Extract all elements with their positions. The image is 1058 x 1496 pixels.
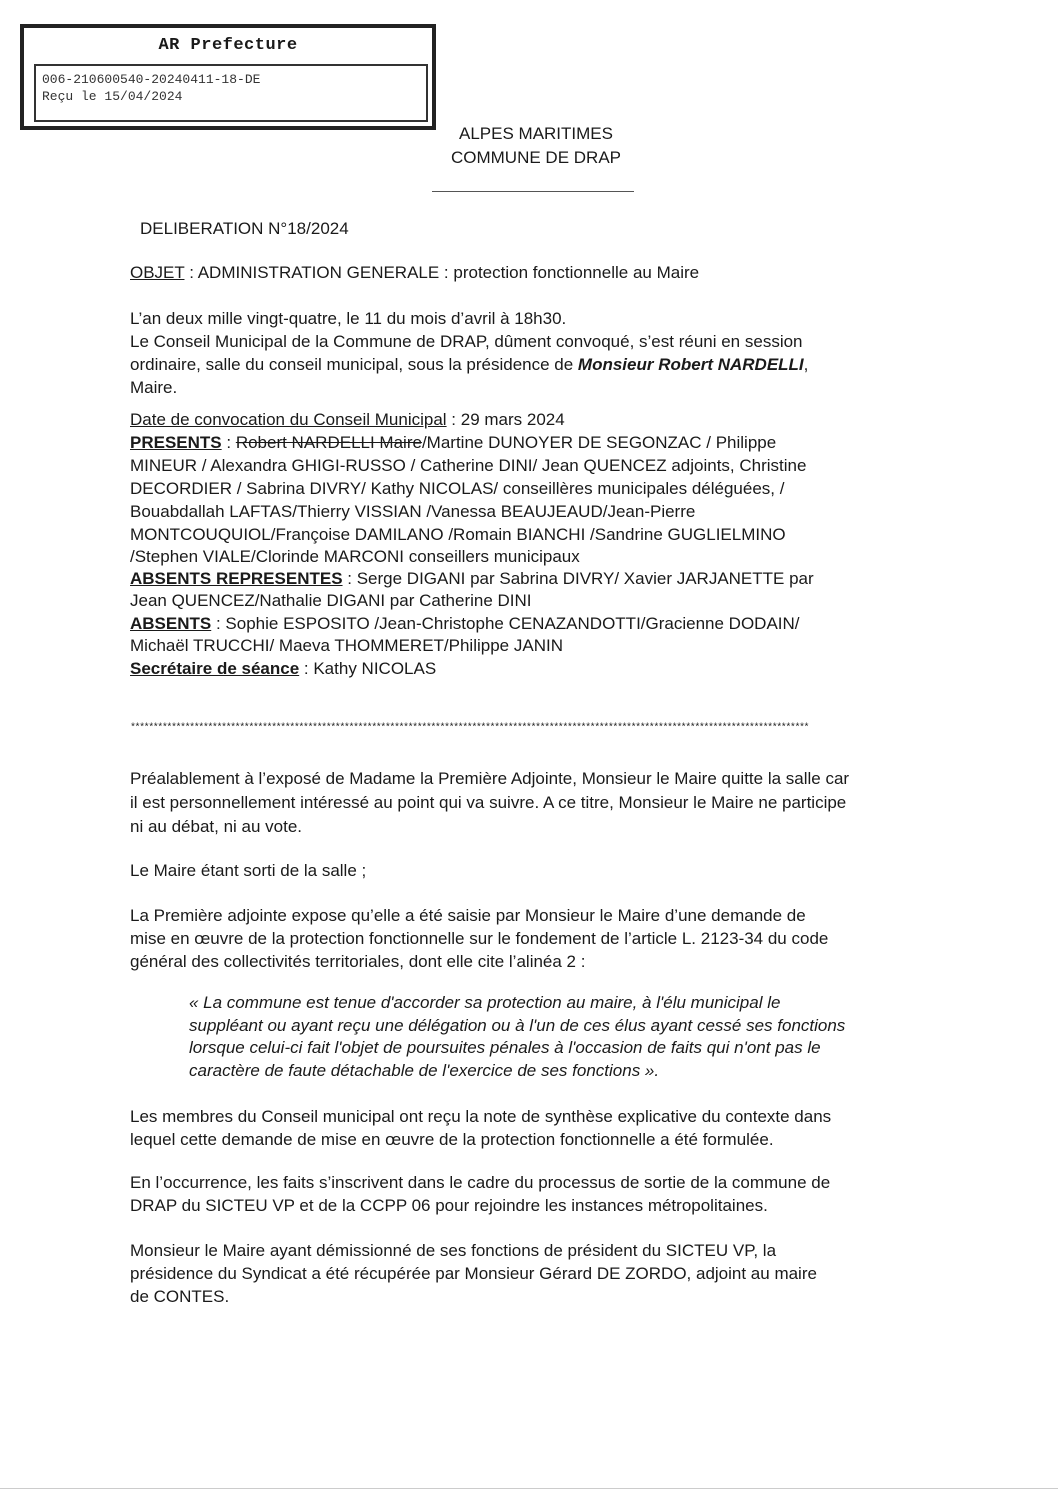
body-paragraph-line: il est personnellement intéressé au point qui va suivre. A ce titre, Monsieur le Maire ne participe (130, 793, 847, 812)
body-paragraph-line: Les membres du Conseil municipal ont reçu la note de synthèse explicative du contexte dans (130, 1107, 832, 1126)
body-paragraph-line: DRAP du SICTEU VP et de la CCPP 06 pour rejoindre les instances métropolitaines. (130, 1196, 768, 1215)
presents-label: PRESENTS (130, 433, 222, 452)
presents-line: /Stephen VIALE/Clorinde MARCONI conseillers municipaux (130, 547, 580, 566)
commune-name: COMMUNE DE DRAP (450, 148, 621, 167)
absents-represented-label: ABSENTS REPRESENTES (130, 569, 343, 588)
star-separator: ***************************************************************************************************************************************************** (130, 723, 809, 734)
quote-line: lorsque celui-ci fait l'objet de poursuites pénales à l'occasion de faits qui n'ont pas le (189, 1038, 821, 1057)
prefecture-stamp (20, 24, 436, 130)
body-paragraph-line: Monsieur le Maire ayant démissionné de ses fonctions de président du SICTEU VP, la (130, 1241, 777, 1260)
preamble-date: L’an deux mille vingt-quatre, le 11 du mois d’avril à 18h30. (130, 309, 567, 328)
secretary-value: : Kathy NICOLAS (299, 659, 437, 678)
secretary-label: Secrétaire de séance (130, 659, 300, 678)
absents-represented-line: ABSENTS REPRESENTES : Serge DIGANI par Sabrina DIVRY/ Xavier JARJANETTE par (130, 569, 814, 588)
header-divider (432, 191, 634, 192)
convocation-date (130, 409, 565, 431)
quote-line: « La commune est tenue d'accorder sa protection au maire, à l'élu municipal le (189, 993, 781, 1012)
convocation-value: : 29 mars 2024 (446, 410, 565, 429)
body-paragraph-line: ni au débat, ni au vote. (130, 817, 303, 836)
document-header (436, 122, 636, 170)
presents-line: MONTCOUQUIOL/Françoise DAMILANO /Romain BIANCHI /Sandrine GUGLIELMINO (130, 525, 786, 544)
preamble-line: ordinaire, salle du conseil municipal, sous la présidence de Monsieur Robert NARDELLI, (130, 355, 809, 374)
mayor-name: Monsieur Robert NARDELLI (577, 355, 804, 374)
body-paragraph-line: En l’occurrence, les faits s’inscrivent dans le cadre du processus de sortie de la commune de (130, 1173, 831, 1192)
absents-line: Michaël TRUCCHI/ Maeva THOMMERET/Philippe JANIN (130, 636, 563, 655)
preamble-line: Maire. (130, 378, 178, 397)
deliberation-number: DELIBERATION N°18/2024 (140, 219, 349, 238)
preamble-line: Le Conseil Municipal de la Commune de DRAP, dûment convoqué, s’est réuni en session (130, 332, 803, 351)
stamp-reference: 006-210600540-20240411-18-DE (42, 72, 261, 87)
presents-line: MINEUR / Alexandra GHIGI-RUSSO / Catherine DINI/ Jean QUENCEZ adjoints, Christine (130, 456, 807, 475)
legal-quote (189, 992, 845, 1082)
presents-line: PRESENTS : Robert NARDELLI Maire/Martine DUNOYER DE SEGONZAC / Philippe (130, 433, 777, 452)
department-name: ALPES MARITIMES (459, 124, 613, 143)
presents-line: Bouabdallah LAFTAS/Thierry VISSIAN /Vanessa BEAUJEAUD/Jean-Pierre (130, 502, 696, 521)
absents-line: ABSENTS : Sophie ESPOSITO /Jean-Christophe CENAZANDOTTI/Gracienne DODAIN/ (130, 614, 800, 633)
convocation-label: Date de convocation du Conseil Municipal (130, 410, 447, 429)
page-bottom-edge (0, 1488, 1058, 1489)
quote-line: caractère de faute détachable de l'exercice de ses fonctions ». (189, 1060, 660, 1080)
body-paragraph-line: général des collectivités territoriales, dont elle cite l’alinéa 2 : (130, 952, 586, 971)
stamp-received-date: Reçu le 15/04/2024 (42, 89, 183, 104)
presents-line: DECORDIER / Sabrina DIVRY/ Kathy NICOLAS/ conseillères municipales déléguées, / (130, 479, 785, 498)
absents-represented-line: Jean QUENCEZ/Nathalie DIGANI par Catherine DINI (130, 591, 532, 610)
stamp-reference-box (34, 64, 428, 122)
body-paragraph-line: mise en œuvre de la protection fonctionnelle sur le fondement de l’article L. 2123-34 du code (130, 929, 829, 948)
body-paragraph-line: Préalablement à l’exposé de Madame la Première Adjointe, Monsieur le Maire quitte la salle car (130, 769, 850, 788)
object-text: ADMINISTRATION GENERALE : protection fonctionnelle au Maire (197, 263, 700, 282)
body-paragraph-line: lequel cette demande de mise en œuvre de la protection fonctionnelle a été formulée. (130, 1130, 774, 1149)
body-paragraph-line: présidence du Syndicat a été récupérée par Monsieur Gérard DE ZORDO, adjoint au maire (130, 1264, 817, 1283)
body-paragraph-line: de CONTES. (130, 1287, 230, 1306)
body-paragraph-line: La Première adjointe expose qu’elle a été saisie par Monsieur le Maire d’une demande de (130, 906, 806, 925)
struck-name: Robert NARDELLI Maire (235, 433, 422, 452)
quote-line: suppléant ou ayant reçu une délégation ou à l'un de ces élus ayant cessé ses fonctions (189, 1015, 846, 1035)
object-label: OBJET (130, 263, 185, 282)
stamp-title: AR Prefecture (158, 36, 298, 55)
body-paragraph-line: Le Maire étant sorti de la salle ; (130, 861, 367, 880)
secretary-line (130, 658, 436, 680)
absents-label: ABSENTS (130, 614, 212, 633)
deliberation-object: OBJET : ADMINISTRATION GENERALE : protection fonctionnelle au Maire (130, 263, 700, 282)
